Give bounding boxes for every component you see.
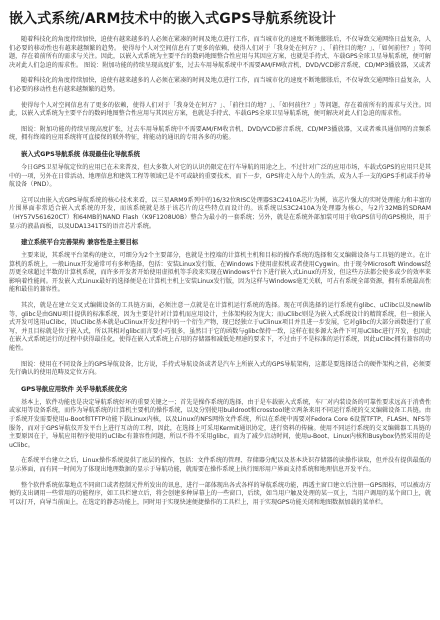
section-gps-navigation <box>9 150 431 231</box>
section-paragraph: 主要来说，其系统平台架构的建立，可细分为2个主要部分，也就是主控端的计算机主机和目标的操作系统的选择和交叉编辑设备与工具链的建立。在计算机的系统上，一般Linux开发通常可有多种选择，包括：安装Linux发行版、在Windows下使用虚拟机或者使用Cygwin。由于现今Microsoft Windows经历更全球超过半数的计算机系统，而许多开发者开始使用虚拟机等手段来实现在Windows平台下进行嵌入式Linux的开发，但这些方法都会使多或少的效率来影响着性能间。开发嵌入式Linux最好的选择便是在计算机主机上安装Linux发行版，因为这样与Windows毫无关联，可占有系统全部资源，拥有系统最高性能和最佳的兼容性。 <box>9 252 431 294</box>
section-paragraph: 这可以由嵌入式GPS导航系统的核心技术来看，以三星ARM9系列中的16/32位RISC处理器S3C2410A芯片为例，该芯片强大的实时处理能力和丰富的片围界面非常适合嵌入式系统的开发，而该系统就是基于该芯片的这些特点而设计的。该系统以S3C2410A为处理器为核心，与2片32MB的SDRAM（HY57V561620CT）和64MB的NAND Flash（K9F1208U0B）整合为最小的一套系统；另外，就是在系统外部加装可用于收GPS信号的GPS模块，用于显示的液晶面板，以及UDA1341TS的语音芯片系统。 <box>9 196 431 230</box>
section-platform-architecture <box>9 238 431 378</box>
section-paragraph: 今日GPS卫星导航定位的应用已在未来普及，但大多数人对它的认识仍限定在行车导航的用途之上，不过针对广泛的应用市场，车载式GPS的应用只是其中的一项，另外在日常活动、地理信息和建筑工程等领域已是不可或缺的重要技术，而下一步，GPS将走入每个人的生活，成为人手一支的GPS手机或手持导航设备（PND）。 <box>9 163 431 189</box>
summary-paragraph: 随着科技化的角度持续加快，迫使有越来越多的人必须在紧凑的时间及地点进行工作，而当城市化的速度不断地膨胀后，不仅导致交通网络日益复杂，人们必要的移动性也有越来越频繁的趋势。 使得每个人对空间信息有了更多的依赖，使得人们对于「我身处在何方？」、「前往目的地？」、「如何前往？」等问题，存在着前所有的需求与关注。因此，以嵌入式系统为主要平台的数码地图整合性应用与其因应方案，也就是手持式、车载GPS全球卫星导航系统，便可解决对此人们急迫的需求性。 图说：附加功能的持续呈现高度扩张，过去车用导航系统中不需要AM/FM收音机、DVD/VCD影音系统、CD/MP3播放器，又或者 <box>9 36 431 69</box>
section-paragraph: 整个软件系统依靠地点不同窗口或者控制元件所发出的讯息，进行一部体现出各式各样的导航系统功能，再透主窗口建立后注册一GPS图标，可以被动方便的支出调用一些常用的功能程序，如工具栏建立后，将会创建多种屏幕上的一些窗口，后续，如当用户触及处理的某一页上，当用户调用的某个窗口上，就可以打开，向导当前面上，在选定的静态功能上，同时用于实现快速便捷操作的工具栏上，用于实现GPS功能关闭和地图数据加载的菜单栏。 <box>9 481 431 506</box>
section-heading: 建立系统平台完善架构 兼容性是主要目标 <box>21 238 139 247</box>
bottom-fade <box>0 606 440 620</box>
body-paragraph: 图说：附加功能的持续呈现高度扩张，过去车用导航系统中不需要AM/FM收音机、DVD/VCD影音系统、CD/MP3播放器，又或者乘具通信网的音频系统，拥有终端的应用系统将可直接保的联外特征，将能动的通讯的专用各多的功能。 <box>9 125 431 142</box>
section-paragraph: 在系统平台建立之后，Linux操作系统提供了底层的操作，包括：文件系统的管理、存储器分配以及基本块识存储器的读操作读取，但并没有提供最低的显示界面，而有同一时间为了体现出地理数据的显示于导航功能，就需要在操作系统上执行图形用户界面支持系统和地理信息开发平台。 <box>9 457 431 473</box>
section-navigation-software <box>9 385 431 508</box>
section-paragraph: 图说：使用在不同设备上的GPS导航设备，比方说，手持式导航设备或者是汽车上所嵌入式的GPS导航架构，这都是要选择适合的硬件架构之前，必须要先行确认的使用范畴及定位方向。 <box>9 360 431 377</box>
section-paragraph: 其次，就是在建立交叉式编辑设备的工具链方面，必须注意一点就是在计算机运行系统的选择。现在可供选择的运行系统有glibc、uClibc以及newlib等，glibc是由GNU项目提供的标准系统，因为主要是针对计算机而应用设计，主体架构较为庞大；而uClibc则是为嵌入式系统设计的精简系统，但一般嵌入式开发可选用uClibc，因uClibc基本就是uClinux开发过程中的一个衍生产物，现已经独立于uClinux项目并且进一步发展，它对glibc的大部分函数进行了重写，并且目标就是位于嵌入式，所以其相对glibc而言要小巧很多，虽然目于它的函数与glibc保持一致，这样在很多源大条件下可用uClibc进行开发，也因此在嵌入式系统运行的过程中获得最佳化，使得在嵌入式系统上占用的存储器和减低处理速的要求下，不过由于不是标准的运行系统，因此uClibc拥有兼容的功能性。 <box>9 302 431 353</box>
body-paragraph: 使得每个人对空间信息有了更多的依赖，使得人们对于「我身处在何方？」、「前往目的地？」、「如何前往？」等问题，存在着前所有的需求与关注。因此，以嵌入式系统为主要平台的数码地图整合性应用与其因应方案，也就是手持式、车载GPS全球卫星导航系统，便可解决对此人们急迫的需求性。 <box>9 101 431 118</box>
page-title: 嵌入式系统/ARM技术中的嵌入式GPS导航系统设计 <box>9 11 336 27</box>
section-heading: 嵌入式GPS导航系统 体现最佳化导航系统 <box>21 149 141 158</box>
body-paragraph: 随着科技化的角度持续加快，迫使有越来越多的人必须在紧凑的时间及地点进行工作，而当城市化的速度不断地膨胀后，不仅导致交通网络日益复杂，人们必要的移动性也有越来越频繁的趋势。 <box>9 77 431 93</box>
section-heading: GPS导航应用软件 关乎导航系统优劣 <box>21 384 128 393</box>
section-paragraph: 基本上，软件功能也是决定导航系统好坏的重要关键之一；首先是操作系统的选择，由于是车载嵌入式系统，车厂对内装设备的可靠性要求远高于消费性或家用等设备系统，而作为导航系统的计算机主要机的操作系统，以及分别使用buildroot和crosstool建立两条来用不同运行系统的交叉编辑设备工具链。由于系统开发需要使用u-Boot和TFTP功能下载Linux内核，以及Linux的NFS网络文件系统，所以在系统中需要对Fedora Core 6设置TFTP、FLASH、NFS等服务，而对于GPS导航仪开发平台上进行互动的工程，因此，在选择上可采用Kermit通讯协定，进行资料的传输。使用不同运行系统的交叉编辑器工具链的主要原因在于，导航应用程序使用的uClibc有兼容性问题，所以不得不采用glibc，而为了减少启动时间，使用u-Boot、Linux内核和Busybox仍然采用的是uClibc。 <box>9 398 431 449</box>
